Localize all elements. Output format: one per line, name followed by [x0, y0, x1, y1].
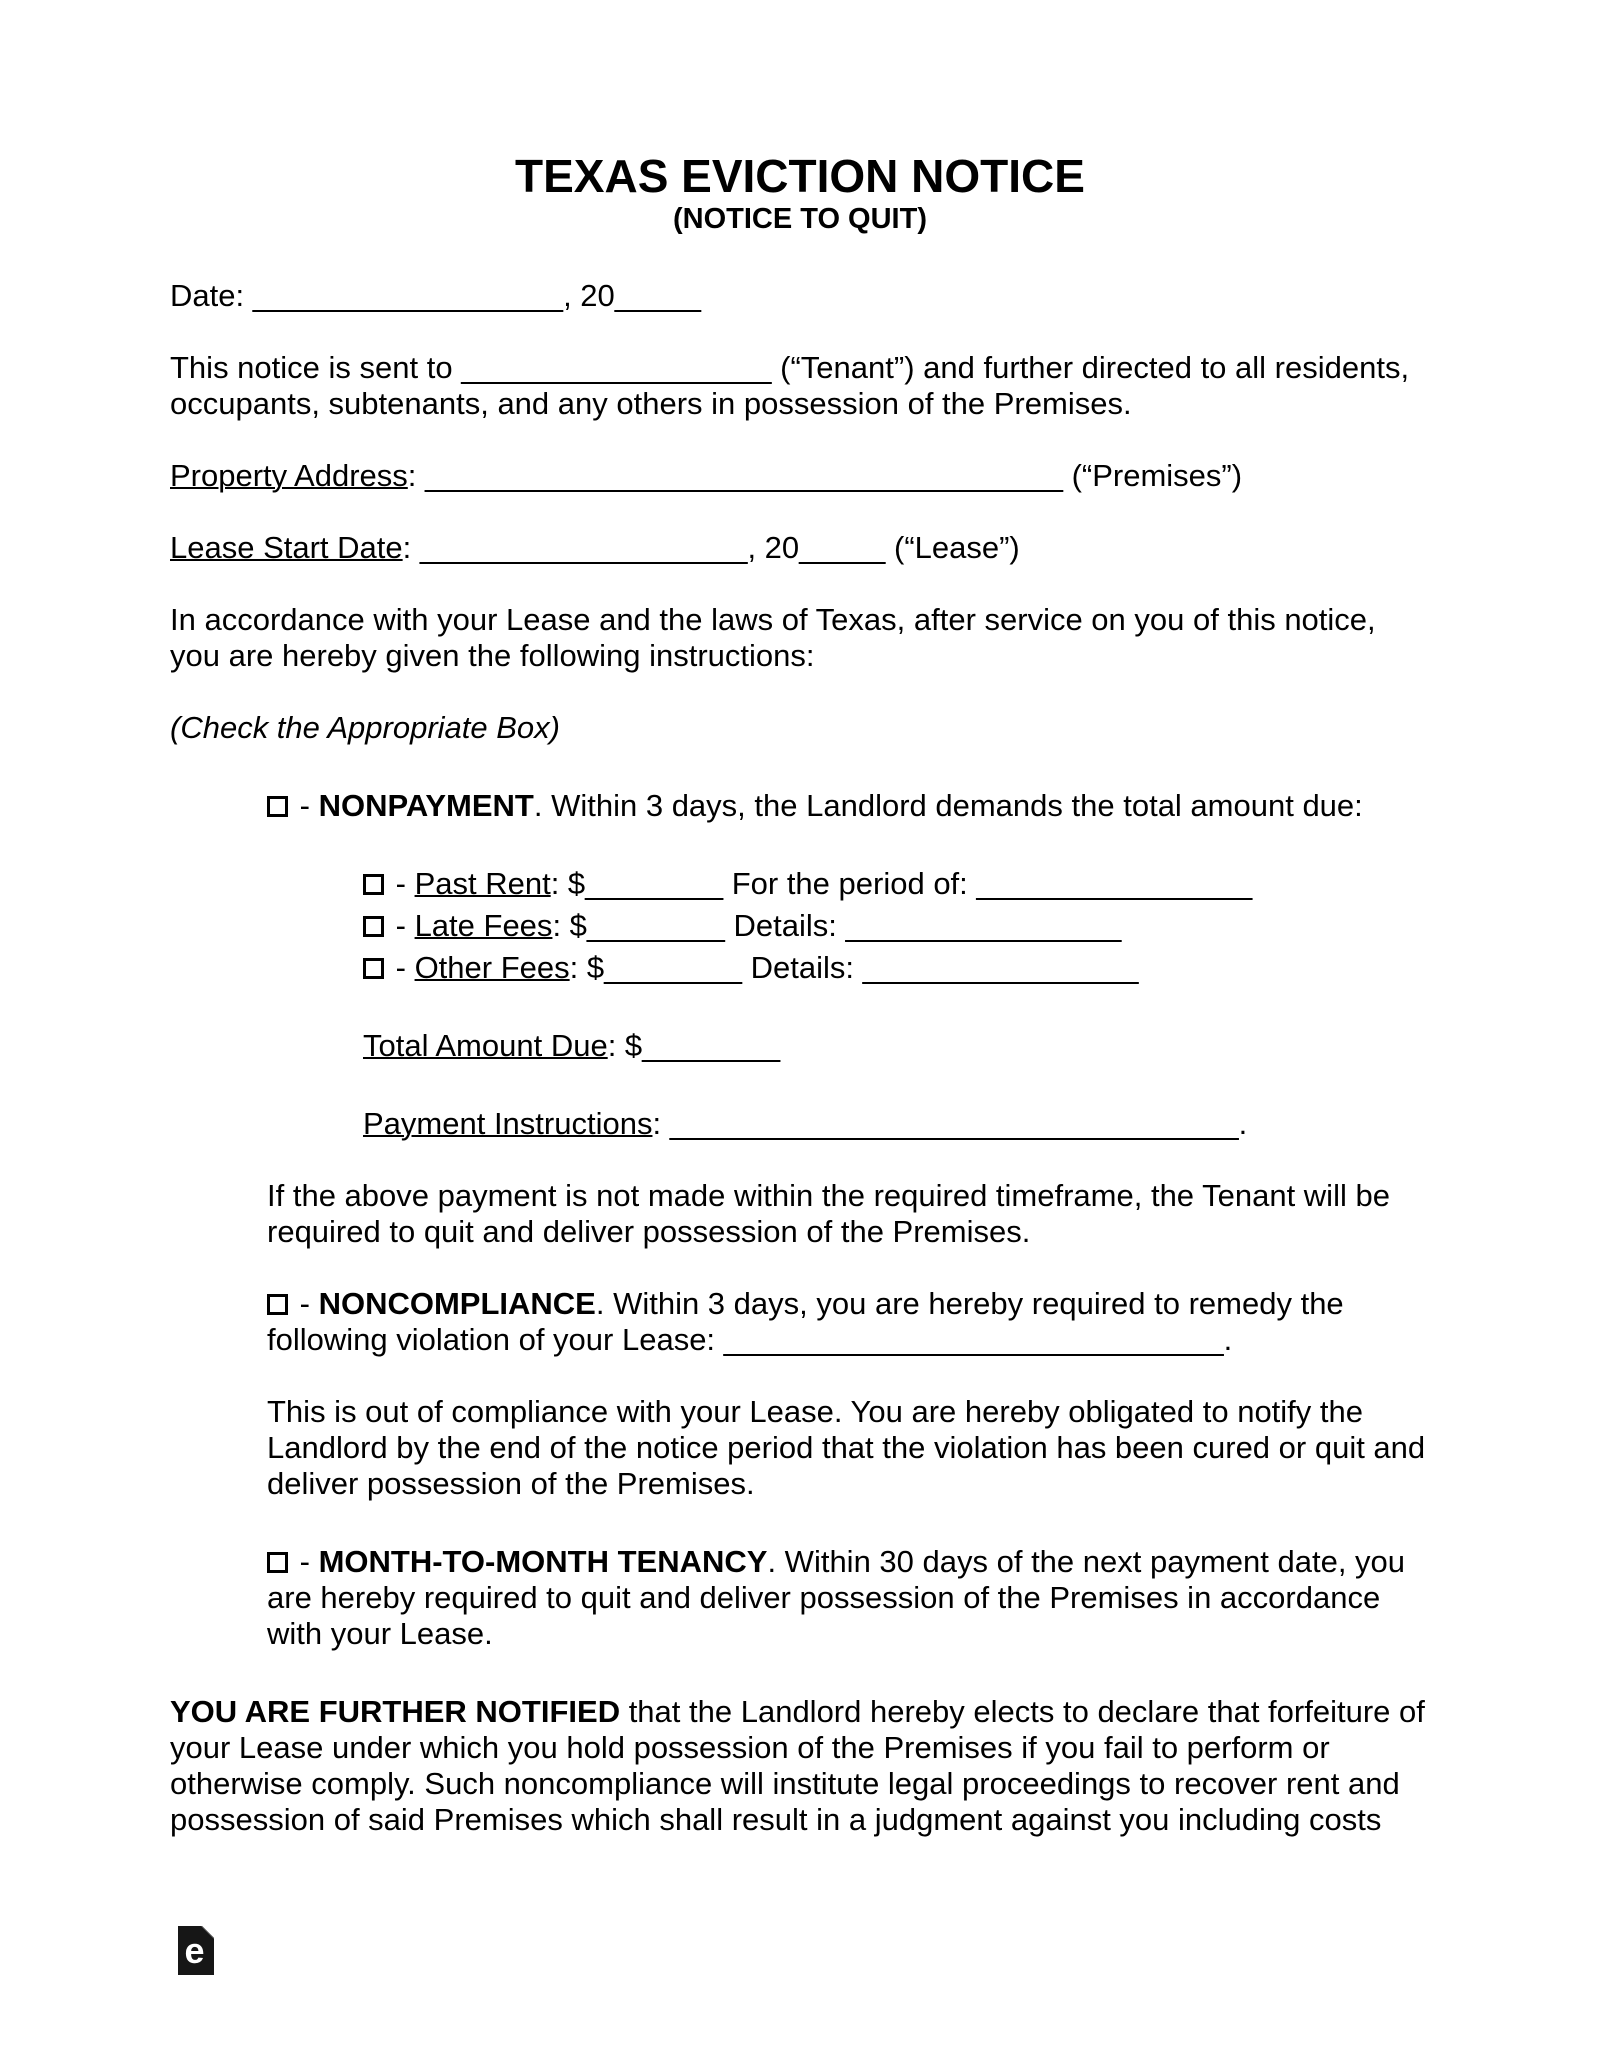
late-fees-details-blank[interactable]: ________________ — [845, 908, 1122, 943]
accordance-paragraph: In accordance with your Lease and the laws of Texas, after service on you of this notice, you are hereby given the following instructions: — [170, 602, 1376, 673]
date-year-prefix: , 20 — [563, 278, 615, 313]
lease-start-colon: : — [402, 530, 420, 565]
other-fees-amount-blank[interactable]: ________ — [604, 950, 743, 985]
date-blank[interactable]: __________________ — [252, 278, 564, 313]
other-fees-checkbox[interactable] — [363, 958, 384, 979]
payment-instructions-label: Payment Instructions — [363, 1106, 653, 1141]
page-title: TEXAS EVICTION NOTICE — [515, 150, 1085, 202]
logo-letter: e — [184, 1930, 205, 1971]
late-fees-amount-blank[interactable]: ________ — [586, 908, 725, 943]
payment-instructions-colon: : — [652, 1106, 670, 1141]
late-fees-amount-prefix: : $ — [552, 908, 587, 943]
eforms-logo — [178, 1926, 214, 1975]
nonpayment-option — [267, 788, 1430, 824]
property-address-line — [170, 458, 1430, 494]
past-rent-label: Past Rent — [414, 866, 551, 901]
other-fees-amount-prefix: : $ — [569, 950, 605, 985]
month-to-month-label: MONTH-TO-MONTH TENANCY — [318, 1544, 768, 1579]
noncompliance-period: . — [1223, 1322, 1233, 1357]
past-rent-dash: - — [387, 866, 415, 901]
total-amount-due-prefix: : $ — [607, 1028, 643, 1063]
check-box-note — [170, 710, 1430, 746]
payment-instructions-period: . — [1238, 1106, 1248, 1141]
property-address-colon: : — [407, 458, 426, 493]
lease-start-line — [170, 530, 1430, 566]
month-to-month-option — [267, 1544, 1430, 1652]
total-amount-due-blank[interactable]: ________ — [642, 1028, 781, 1063]
further-notified-paragraph — [170, 1694, 1430, 1838]
past-rent-row — [363, 866, 1430, 902]
nonpayment-text: . Within 3 days, the Landlord demands the total amount due: — [533, 788, 1363, 823]
noncompliance-checkbox[interactable] — [267, 1294, 288, 1315]
other-fees-label: Other Fees — [414, 950, 570, 985]
nonpayment-dash: - — [291, 788, 319, 823]
late-fees-row — [363, 908, 1430, 944]
intro-paragraph — [170, 350, 1430, 422]
late-fees-details-label: Details: — [724, 908, 846, 943]
page-subtitle: (NOTICE TO QUIT) — [672, 203, 927, 235]
past-rent-period-label: For the period of: — [723, 866, 977, 901]
tenant-name-blank[interactable]: __________________ — [461, 350, 772, 385]
noncompliance-dash: - — [291, 1286, 319, 1321]
other-fees-details-blank[interactable]: ________________ — [862, 950, 1139, 985]
lease-suffix: (“Lease”) — [885, 530, 1020, 565]
check-note-close-paren: ) — [549, 710, 560, 745]
nonpayment-label: NONPAYMENT — [318, 788, 534, 823]
other-fees-dash: - — [387, 950, 415, 985]
compliance-note-paragraph: This is out of compliance with your Lease. You are hereby obligated to notify the Landlord by the end of the notice period that the violation has been cured or quit and deliver possession of the Premises. — [267, 1394, 1426, 1501]
late-fees-dash: - — [387, 908, 415, 943]
noncompliance-label: NONCOMPLIANCE — [318, 1286, 596, 1321]
payment-instructions-blank[interactable]: _________________________________ — [669, 1106, 1239, 1141]
other-fees-row — [363, 950, 1430, 986]
intro-post-text: (“Tenant”) and further directed to all residents, occupants, subtenants, and any others in possession of the Premises. — [170, 350, 1410, 421]
month-to-month-dash: - — [291, 1544, 319, 1579]
total-amount-due-label: Total Amount Due — [363, 1028, 608, 1063]
late-fees-checkbox[interactable] — [363, 916, 384, 937]
month-to-month-checkbox[interactable] — [267, 1552, 288, 1573]
lease-start-blank[interactable]: ___________________ — [419, 530, 748, 565]
payment-instructions-line — [363, 1106, 1430, 1142]
intro-pre-text: This notice is sent to — [170, 350, 462, 385]
premises-suffix: (“Premises”) — [1062, 458, 1243, 493]
noncompliance-option — [267, 1286, 1430, 1358]
noncompliance-violation-blank[interactable]: _____________________________ — [723, 1322, 1224, 1357]
date-label: Date: — [170, 278, 253, 313]
further-notified-text: that the Landlord hereby elects to declare that forfeiture of your Lease under which you hold possession of the Premises if you fail to perform or otherwise comply. Such noncompliance will institute legal proceedings to recover rent and possession of said Premises which shall result in a judgment against you including costs — [170, 1694, 1425, 1837]
past-rent-period-blank[interactable]: ________________ — [976, 866, 1253, 901]
month-to-month-text: . Within 30 days of the next payment date, you are hereby required to quit and deliver possession of the Premises in accordance with your Lease. — [267, 1544, 1406, 1651]
date-year-blank[interactable]: _____ — [614, 278, 701, 313]
property-address-label: Property Address — [170, 458, 408, 493]
date-line — [170, 278, 1430, 314]
noncompliance-text: . Within 3 days, you are hereby required to remedy the following violation of your Lease: — [267, 1286, 1344, 1357]
past-rent-checkbox[interactable] — [363, 874, 384, 895]
other-fees-details-label: Details: — [742, 950, 863, 985]
check-note-text: Check the Appropriate Box — [180, 710, 550, 745]
property-address-blank[interactable]: _____________________________________ — [425, 458, 1063, 493]
total-amount-due-line — [363, 1028, 1430, 1064]
check-note-open-paren: ( — [170, 710, 181, 745]
past-rent-amount-blank[interactable]: ________ — [585, 866, 724, 901]
further-notified-label: YOU ARE FURTHER NOTIFIED — [170, 1694, 621, 1729]
past-rent-amount-prefix: : $ — [550, 866, 586, 901]
nonpayment-checkbox[interactable] — [267, 796, 288, 817]
document-page-icon — [178, 1926, 214, 1975]
lease-year-blank[interactable]: _____ — [799, 530, 886, 565]
lease-year-prefix: , 20 — [747, 530, 800, 565]
lease-start-label: Lease Start Date — [170, 530, 403, 565]
late-fees-label: Late Fees — [414, 908, 553, 943]
payment-warning-paragraph: If the above payment is not made within the required timeframe, the Tenant will be required to quit and deliver possession of the Premises. — [267, 1178, 1390, 1249]
